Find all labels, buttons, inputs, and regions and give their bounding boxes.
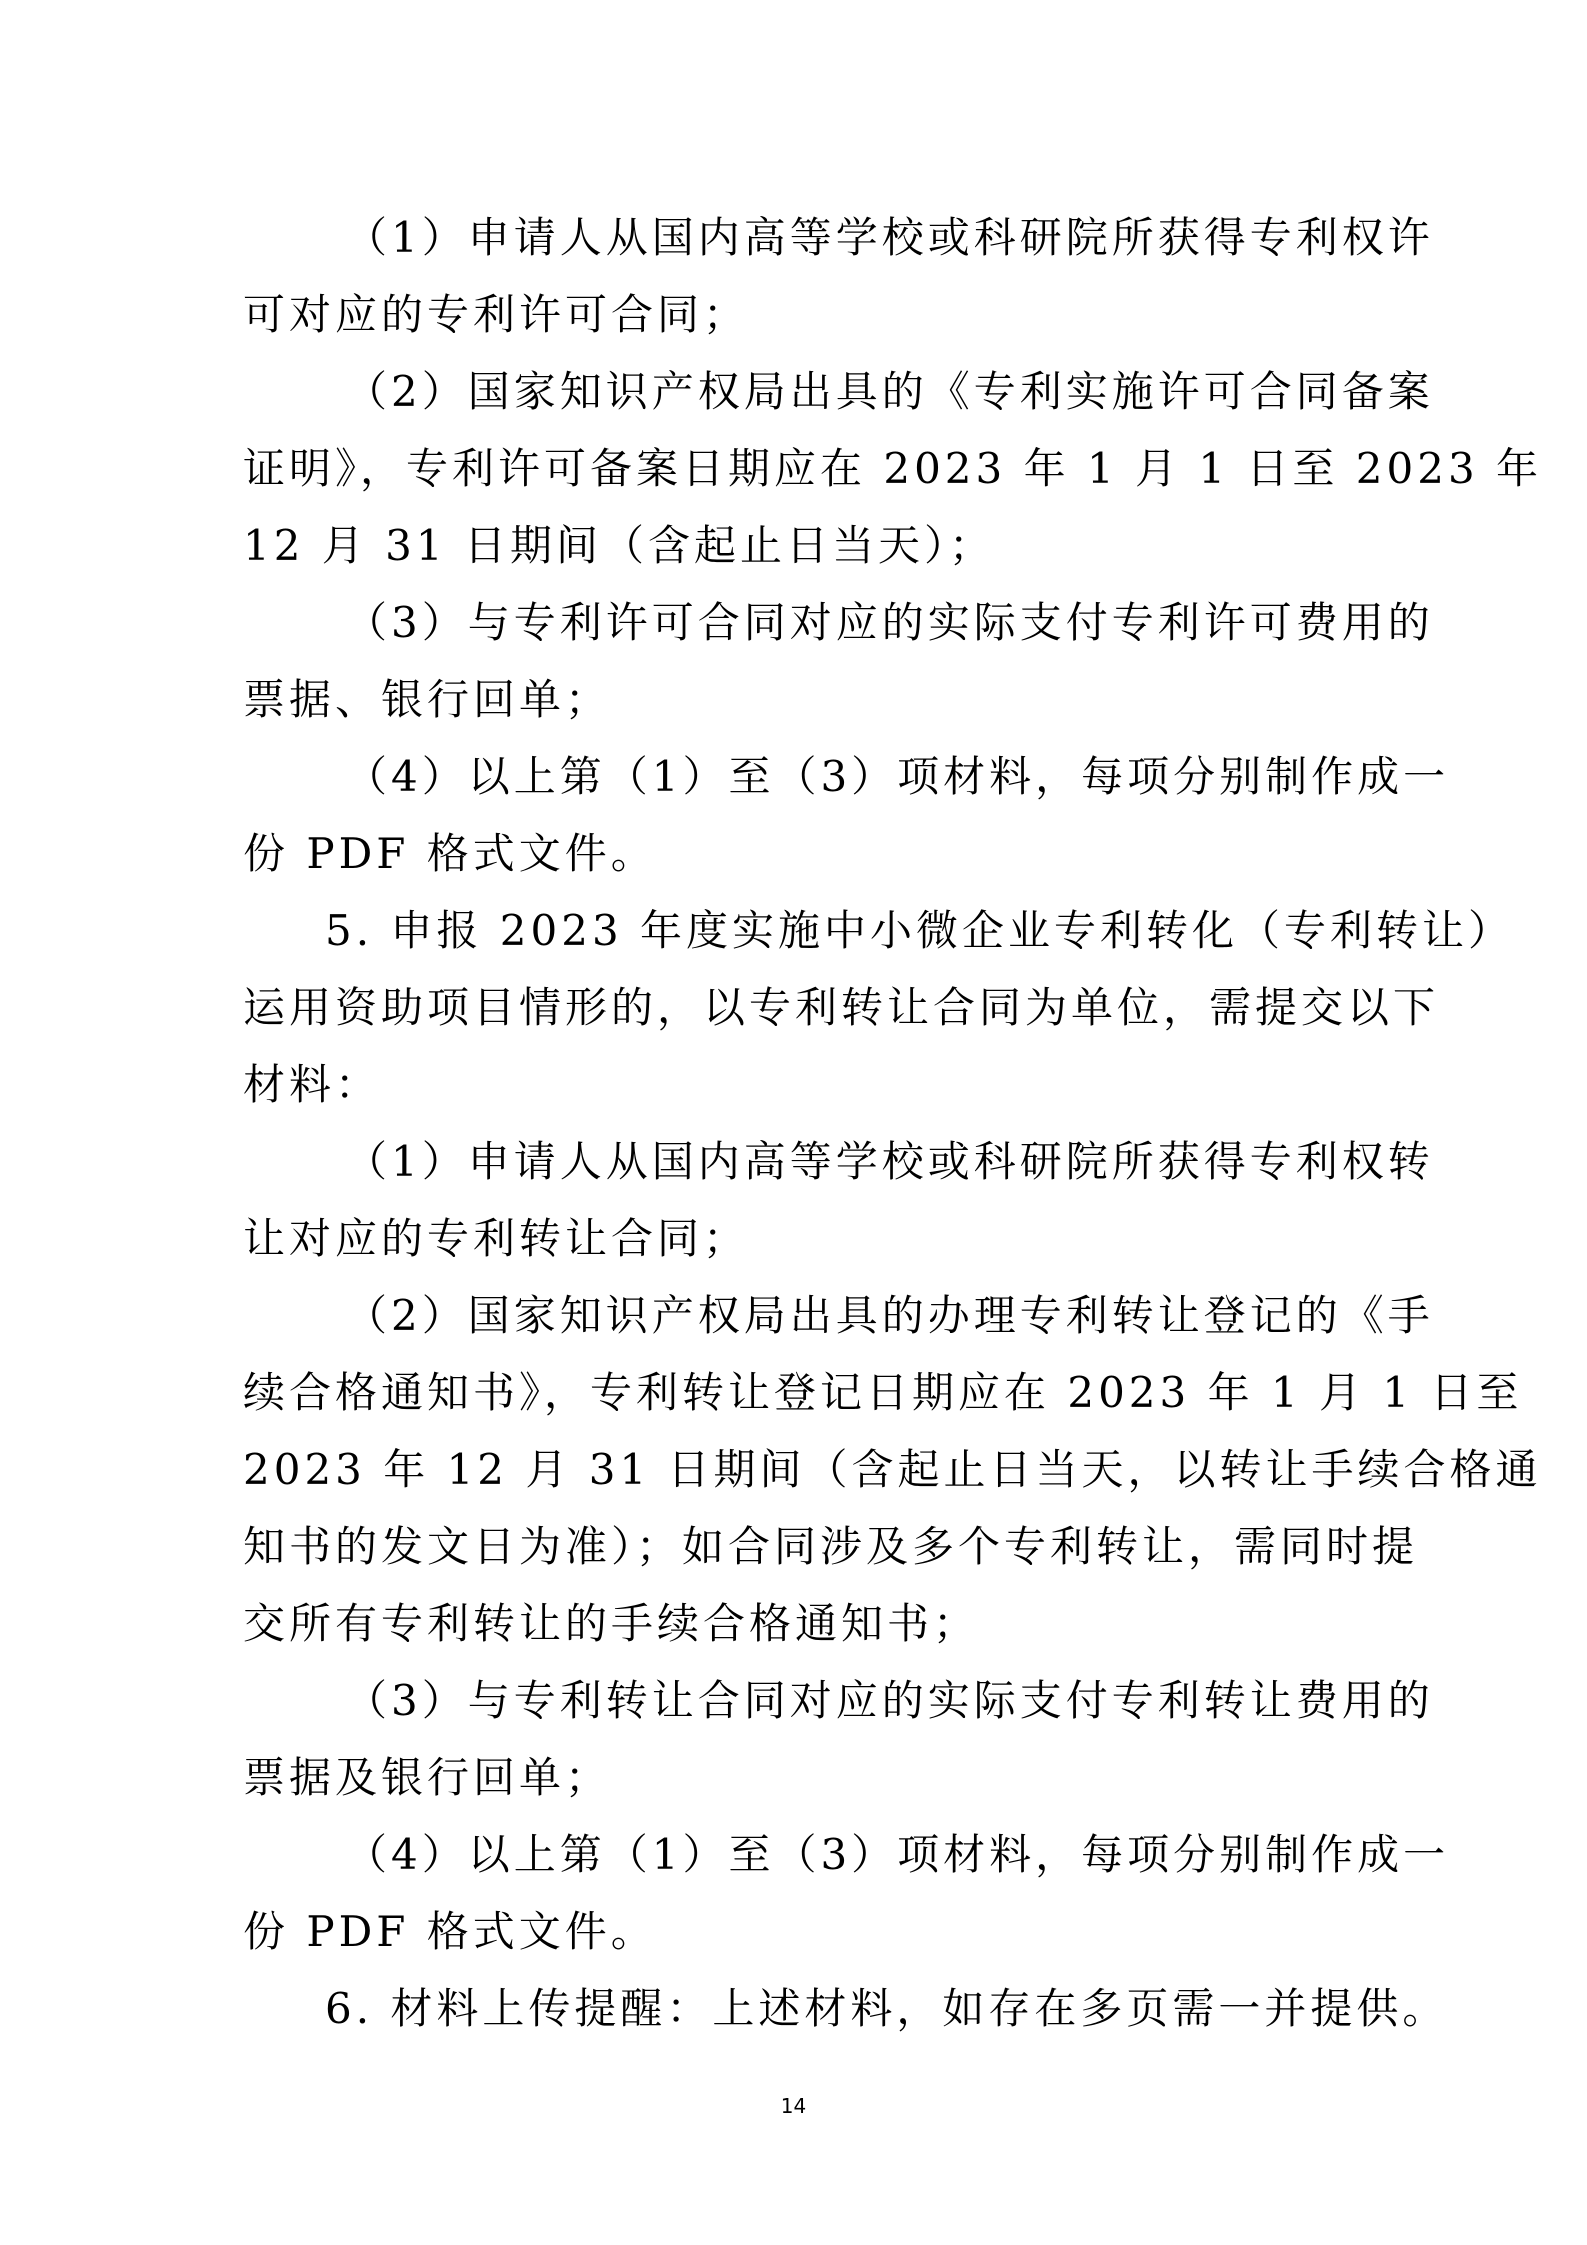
text-line: （2）国家知识产权局出具的办理专利转让登记的《手 (345, 1291, 1434, 1340)
text-line: 运用资助项目情形的，以专利转让合同为单位，需提交以下 (243, 983, 1440, 1032)
text-line: （1）申请人从国内高等学校或科研院所获得专利权许 (345, 213, 1434, 262)
text-line: （3）与专利许可合同对应的实际支付专利许可费用的 (345, 598, 1434, 647)
text-line: 交所有专利转让的手续合格通知书； (243, 1599, 980, 1648)
text-line: （1）申请人从国内高等学校或科研院所获得专利权转 (345, 1137, 1434, 1186)
text-line: 份 PDF 格式文件。 (243, 1907, 657, 1956)
text-line: （2）国家知识产权局出具的《专利实施许可合同备案 (345, 367, 1434, 416)
text-line: 知书的发文日为准）；如合同涉及多个专利转让，需同时提 (243, 1522, 1419, 1571)
text-line: （4）以上第（1）至（3）项材料，每项分别制作成一 (345, 1830, 1450, 1879)
text-line: （4）以上第（1）至（3）项材料，每项分别制作成一 (345, 752, 1450, 801)
text-line: 12 月 31 日期间（含起止日当天）； (243, 521, 995, 570)
text-line: 份 PDF 格式文件。 (243, 829, 657, 878)
text-line: 票据、银行回单； (243, 675, 612, 724)
text-line: 让对应的专利转让合同； (243, 1214, 750, 1263)
text-line: 可对应的专利许可合同； (243, 290, 750, 339)
text-line: （3）与专利转让合同对应的实际支付专利转让费用的 (345, 1676, 1434, 1725)
text-line: 续合格通知书》，专利转让登记日期应在 2023 年 1 月 1 日至 (243, 1368, 1523, 1417)
text-line: 5. 申报 2023 年度实施中小微企业专利转化（专利转让） (325, 906, 1515, 955)
text-line: 票据及银行回单； (243, 1753, 612, 1802)
text-line: 6. 材料上传提醒：上述材料，如存在多页需一并提供。 (325, 1984, 1449, 2033)
text-line: 材料： (243, 1060, 382, 1109)
text-line: 证明》，专利许可备案日期应在 2023 年 1 月 1 日至 2023 年 (243, 444, 1543, 493)
page-number: 14 (780, 2094, 807, 2118)
text-line: 2023 年 12 月 31 日期间（含起止日当天，以转让手续合格通 (243, 1445, 1542, 1494)
